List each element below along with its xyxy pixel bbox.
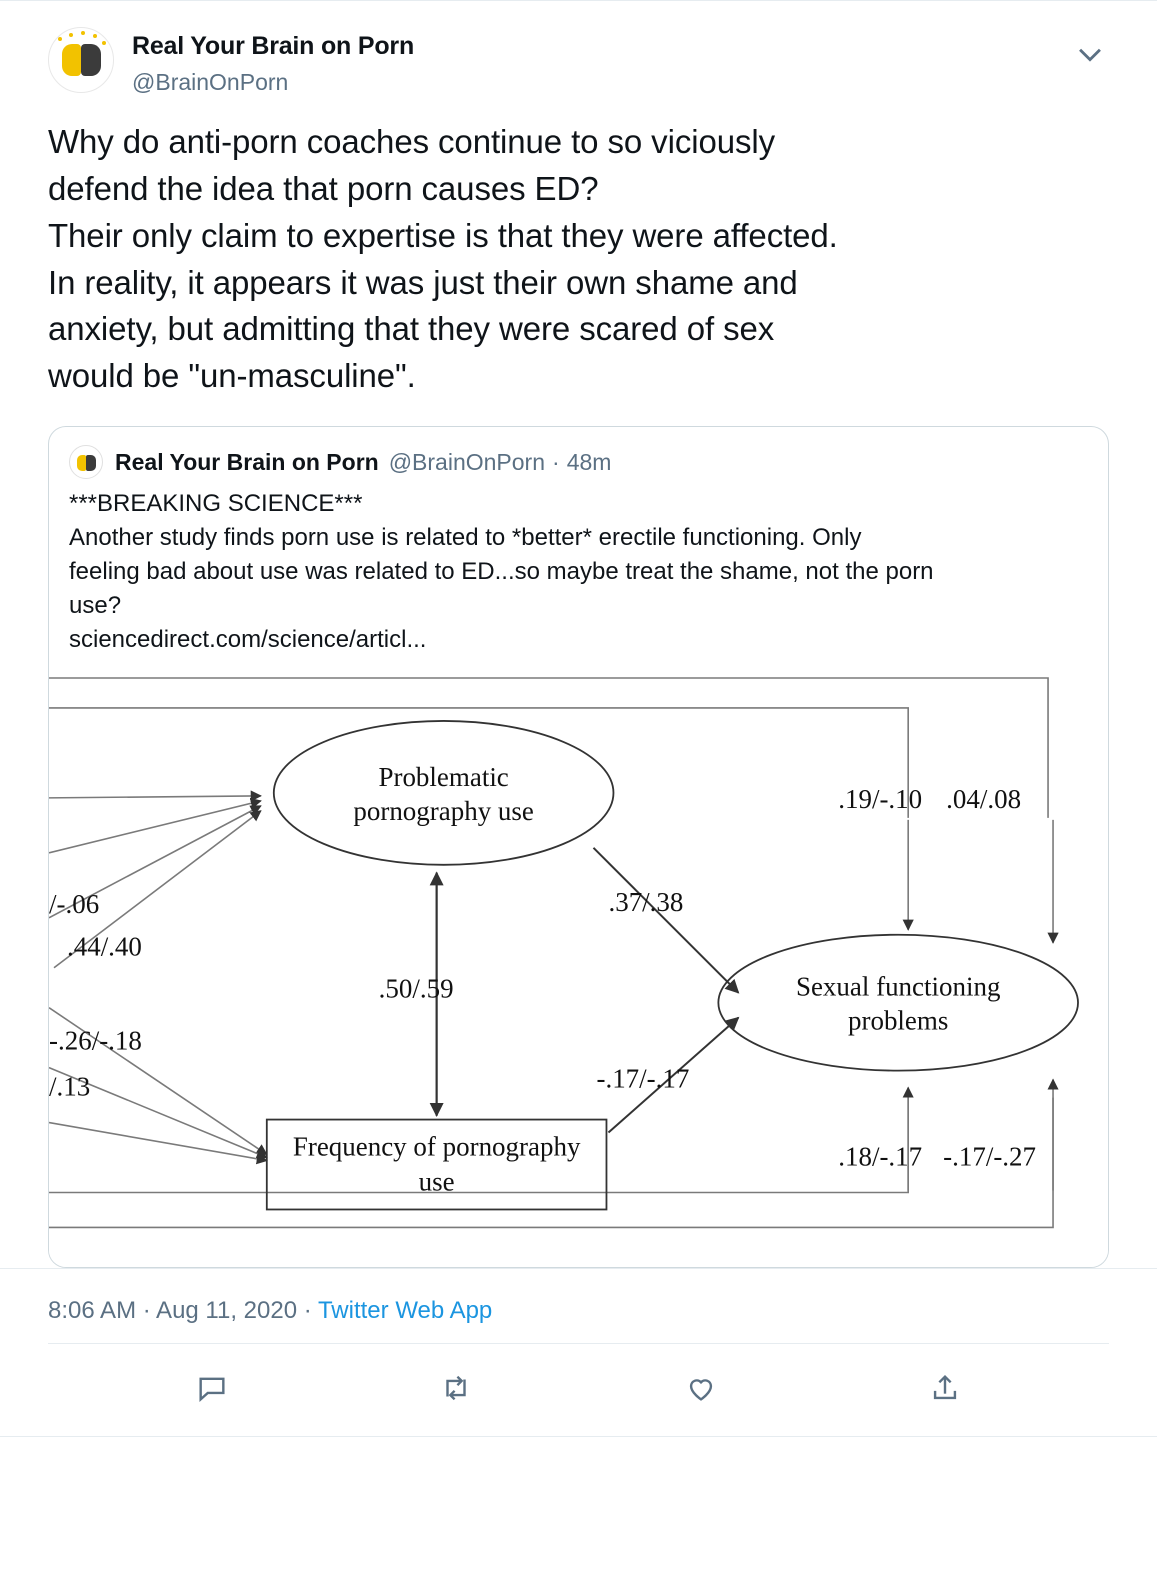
tweet-meta [0,1269,1157,1343]
node-label: Sexual functioning [795,971,1001,1002]
path-coefficient: .37/.38 [608,886,684,917]
share-icon[interactable] [923,1366,967,1410]
reply-icon[interactable] [190,1366,234,1410]
ray-icon [102,41,106,45]
node-label: Problematic [378,761,509,792]
ray-icon [69,33,73,37]
avatar[interactable] [48,27,114,93]
bottom-divider [0,1436,1157,1437]
path-coefficient: .19/-.10 [838,783,923,814]
quoted-text-line: ***BREAKING SCIENCE*** [69,490,363,518]
tweet-source-link[interactable]: Twitter Web App [317,1296,493,1324]
chevron-down-icon[interactable] [1073,37,1107,71]
path-coefficient: -.17/-.17 [596,1063,690,1094]
tweet-text-line: would be "un-masculine". [48,357,416,395]
quoted-tweet-header [49,427,1108,479]
quoted-author-handle: @BrainOnPorn [388,448,546,475]
tweet-text [48,119,1109,400]
quoted-media-figure[interactable] [49,662,1108,1267]
quoted-separator: · [552,448,560,475]
ray-icon [81,31,85,35]
quoted-text-line: use? [69,592,122,620]
path-coefficient: /.13 [49,1071,91,1102]
quoted-text-line: feeling bad about use was related to ED...so maybe treat the shame, not the porn [69,558,934,586]
quoted-text-line: Another study finds porn use is related to *better* erectile functioning. Only [69,524,862,552]
path-coefficient: .04/.08 [946,783,1022,814]
heart-icon[interactable] [679,1366,723,1410]
brain-left-hemisphere-icon [77,455,86,471]
tweet-text-line: Their only claim to expertise is that they were affected. [48,216,838,254]
author-info [132,27,414,97]
node-label: problems [848,1005,949,1036]
node-label: Frequency of pornography [292,1131,581,1162]
tweet-text-line: In reality, it appears it was just their own shame and [48,263,798,301]
quoted-author-name: Real Your Brain on Porn [115,448,379,475]
path-coefficient: -.26/-.18 [49,1025,142,1056]
retweet-icon[interactable] [434,1366,478,1410]
path-coefficient: .50/.59 [378,973,454,1004]
node-label: use [418,1166,455,1197]
quoted-timestamp: 48m [566,448,612,475]
node-problematic-pornography-use [274,720,614,864]
brain-left-hemisphere-icon [62,44,81,76]
author-display-name[interactable]: Real Your Brain on Porn [132,32,415,60]
ray-icon [93,34,97,38]
path-coefficient: .44/.40 [66,931,142,962]
tweet-actions [0,1344,1157,1436]
brain-right-hemisphere-icon [81,44,101,76]
node-label: pornography use [353,795,534,826]
node-sexual-functioning-problems [718,934,1078,1070]
tweet-text-line: anxiety, but admitting that they were scared of sex [48,310,775,348]
path-coefficient: -.17/-.27 [943,1141,1037,1172]
tweet-text-line: Why do anti-porn coaches continue to so viciously [48,123,775,160]
quoted-tweet-body [49,479,1108,661]
brain-right-hemisphere-icon [86,455,96,471]
path-coefficient: /-.06 [49,888,100,919]
path-diagram [49,668,1108,1267]
path-coefficient: .18/-.17 [838,1141,923,1172]
ray-icon [58,37,62,41]
tweet-timestamp: 8:06 AM · Aug 11, 2020 · [48,1296,318,1324]
quoted-link[interactable]: sciencedirect.com/science/articl... [69,626,427,654]
tweet-text-line: defend the idea that porn causes ED? [48,169,599,207]
author-handle[interactable]: @BrainOnPorn [132,69,289,96]
quoted-tweet[interactable] [48,426,1109,1268]
tweet-header [48,27,1109,97]
quoted-avatar [69,445,103,479]
